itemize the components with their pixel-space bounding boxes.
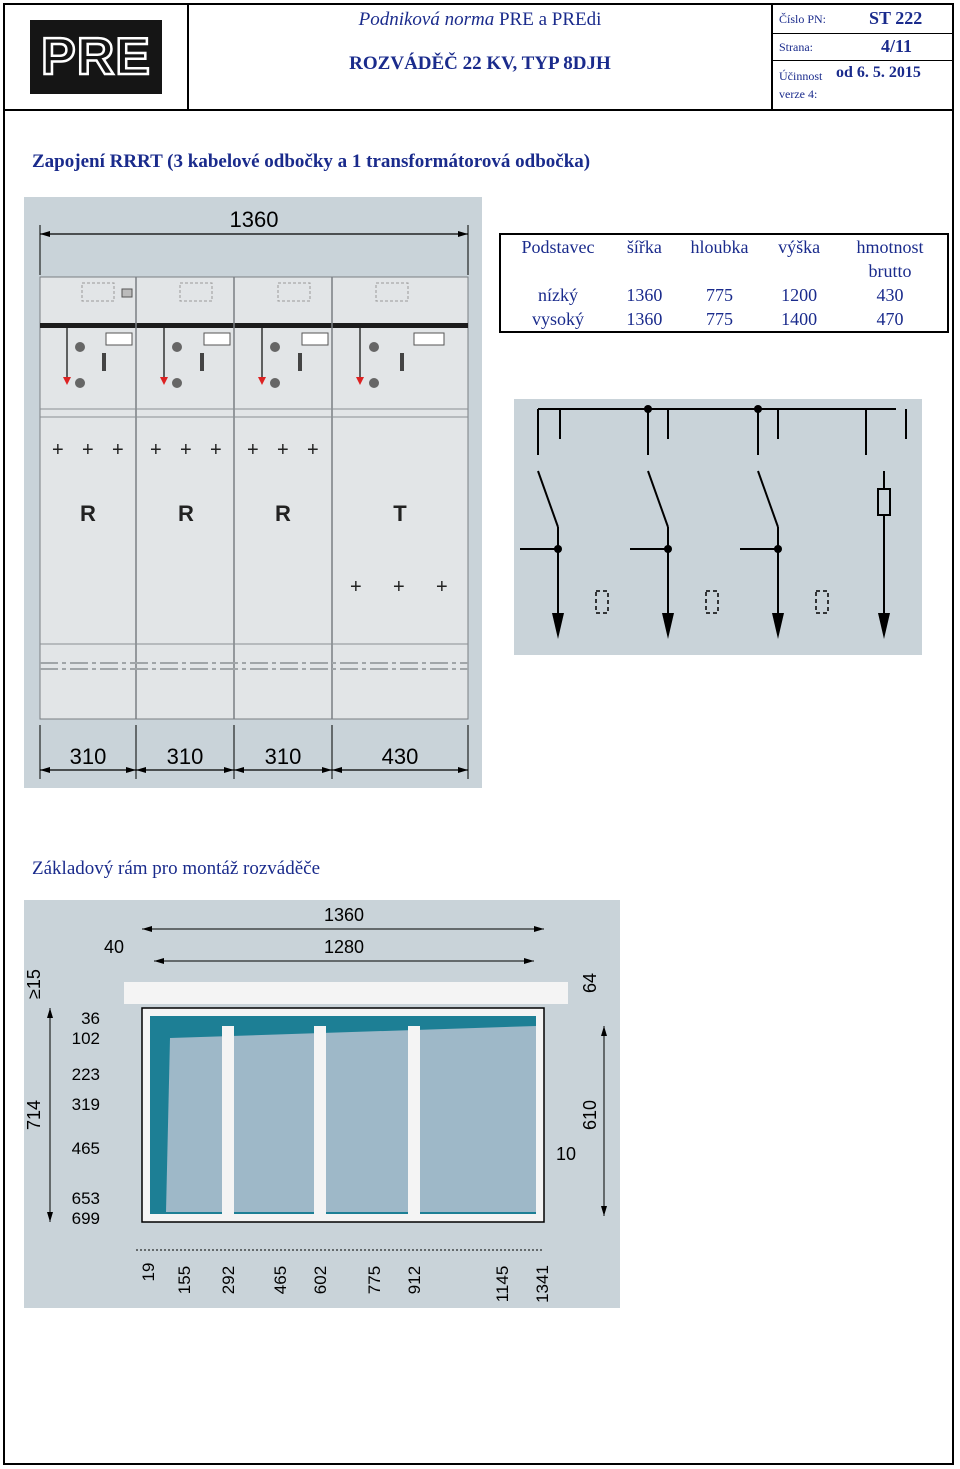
section-title-base-frame: Základový rám pro montáž rozváděče [32, 858, 321, 879]
col-header: výška [778, 237, 821, 257]
panel-width-2: 310 [166, 744, 204, 769]
document-title: ROZVÁDĚČ 22 KV, TYP 8DJH [349, 53, 611, 74]
svg-text:+: + [277, 439, 289, 461]
svg-text:775: 775 [365, 1265, 384, 1295]
pn-label: Číslo PN: [779, 12, 827, 26]
svg-text:19: 19 [139, 1262, 158, 1282]
pre-logo [3, 3, 187, 107]
dim-right-64: 64 [580, 972, 600, 994]
svg-text:223: 223 [71, 1065, 100, 1084]
header-meta [773, 3, 952, 109]
document-header [3, 3, 954, 111]
svg-text:155: 155 [175, 1265, 194, 1295]
svg-text:+: + [112, 439, 124, 461]
col-header: šířka [626, 237, 662, 257]
svg-text:+: + [82, 439, 94, 461]
page-value: 4/11 [881, 36, 913, 56]
panel-width-4: 430 [381, 744, 419, 769]
svg-text:912: 912 [405, 1265, 424, 1295]
svg-text:1145: 1145 [493, 1265, 512, 1303]
header-titles [189, 3, 773, 109]
panel-label-2: R [178, 501, 194, 526]
svg-text:1341: 1341 [533, 1265, 552, 1303]
svg-text:319: 319 [71, 1095, 100, 1114]
dimensions-table [499, 233, 949, 333]
dim-right-610: 610 [580, 1099, 600, 1131]
svg-text:292: 292 [219, 1265, 238, 1295]
svg-text:+: + [52, 439, 64, 461]
svg-text:+: + [393, 576, 405, 598]
norm-title: Podniková norma PRE a PREdi [358, 9, 602, 30]
table-header-row [500, 234, 948, 283]
dim-left-min: ≥15 [24, 969, 44, 999]
panel-label-1: R [80, 501, 96, 526]
section-title-connection: Zapojení RRRT (3 kabelové odbočky a 1 transformátorová odbočka) [32, 151, 591, 172]
svg-text:699: 699 [71, 1209, 100, 1228]
svg-text:465: 465 [71, 1139, 100, 1158]
dim-left-total: 714 [24, 1099, 44, 1131]
svg-text:465: 465 [271, 1265, 290, 1295]
panel-label-3: R [275, 501, 291, 526]
svg-text:+: + [150, 439, 162, 461]
svg-text:102: 102 [71, 1029, 100, 1048]
pn-value: ST 222 [869, 8, 923, 28]
col-header: hloubka [690, 237, 749, 257]
col-header: hmotnost brutto [856, 237, 924, 281]
logo-cell [3, 3, 189, 109]
single-line-diagram [514, 399, 922, 655]
svg-text:653: 653 [71, 1189, 100, 1208]
dim-offset-40: 40 [103, 937, 125, 957]
svg-text:+: + [307, 439, 319, 461]
svg-text:36: 36 [81, 1009, 100, 1028]
svg-text:+: + [436, 576, 448, 598]
logo-text: PRE [41, 28, 151, 86]
base-frame-drawing [24, 900, 620, 1308]
table-row: vysoký 1360 775 1400 470 [531, 309, 904, 329]
switchgear-front-view [24, 197, 482, 788]
version-label: verze 4: [779, 87, 818, 101]
validity-label: Účinnost [779, 69, 823, 83]
table-row: nízký 1360 775 1200 430 [537, 285, 904, 305]
svg-text:602: 602 [311, 1265, 330, 1295]
dim-total-width: 1360 [323, 905, 365, 925]
panel-width-3: 310 [264, 744, 302, 769]
dim-right-10: 10 [556, 1144, 577, 1164]
svg-text:+: + [210, 439, 222, 461]
svg-text:+: + [180, 439, 192, 461]
validity-value: od 6. 5. 2015 [836, 64, 921, 81]
dim-inner-width: 1280 [323, 937, 365, 957]
svg-text:+: + [350, 576, 362, 598]
panel-label-4: T [393, 501, 407, 526]
panel-width-1: 310 [69, 744, 107, 769]
page-label: Strana: [779, 40, 813, 54]
total-width-label: 1360 [229, 207, 279, 232]
col-header: Podstavec [521, 237, 595, 257]
svg-text:+: + [247, 439, 259, 461]
